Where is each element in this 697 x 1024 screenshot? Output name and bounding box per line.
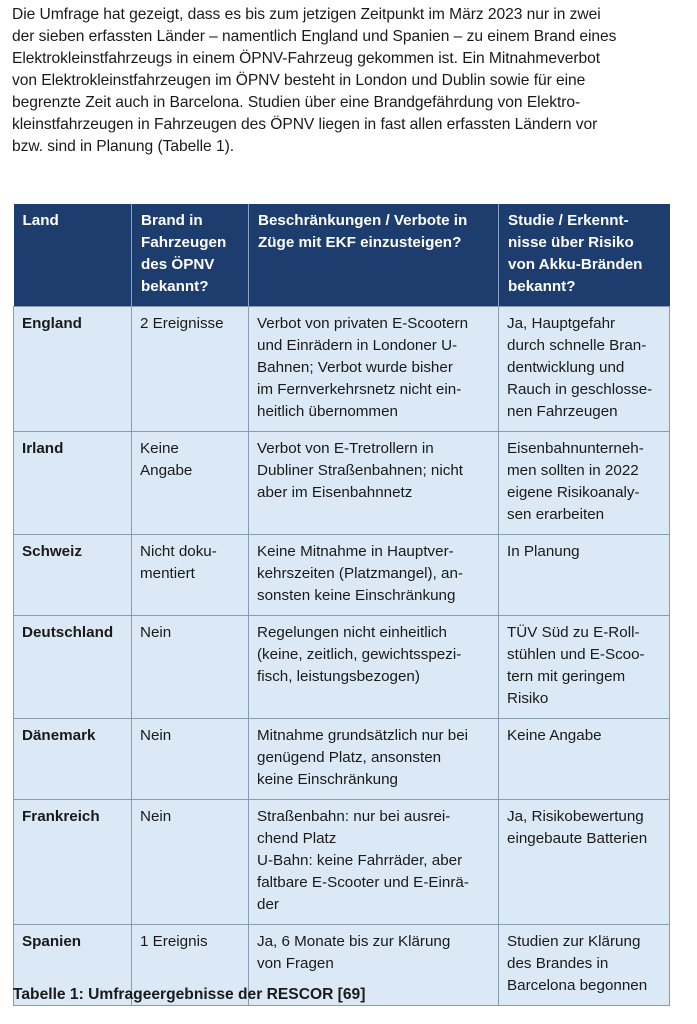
cell-studie [499, 925, 670, 1006]
header-beschraenkungen [249, 204, 499, 307]
cell-text: tern mit geringem [507, 668, 626, 685]
cell-beschraenkungen [249, 432, 499, 535]
cell-text: 2 Ereignisse [140, 315, 224, 332]
cell-text: Keine Mitnahme in Hauptver- [257, 543, 454, 560]
cell-text: Keine Angabe [507, 727, 602, 744]
cell-land [14, 719, 132, 800]
intro-line: von Elektrokleinstfahrzeugen im ÖPNV besteht in London und Dublin sowie für eine [12, 72, 586, 89]
cell-text: Ja, Hauptgefahr [507, 315, 616, 332]
cell-text: genügend Platz, ansonsten [257, 749, 442, 766]
header-text: bekannt? [508, 278, 576, 295]
cell-text: Straßenbahn: nur bei ausrei- [257, 808, 451, 825]
table-row [14, 535, 670, 616]
cell-text: Studien zur Klärung [507, 933, 641, 950]
header-text: von Akku-Bränden [508, 256, 643, 273]
survey-results-table [13, 204, 670, 1006]
header-text: Studie / Erkennt- [508, 212, 629, 229]
cell-text: Deutschland [22, 624, 114, 641]
table-row [14, 800, 670, 925]
cell-text: Ja, 6 Monate bis zur Klärung [257, 933, 451, 950]
cell-text: Schweiz [22, 543, 82, 560]
cell-brand [132, 535, 249, 616]
header-text: nisse über Risiko [508, 234, 634, 251]
cell-beschraenkungen [249, 616, 499, 719]
cell-beschraenkungen [249, 307, 499, 432]
cell-land [14, 432, 132, 535]
cell-text: Frankreich [22, 808, 100, 825]
cell-text: von Fragen [257, 955, 334, 972]
cell-text: stühlen und E-Scoo- [507, 646, 645, 663]
cell-text: England [22, 315, 82, 332]
table-row [14, 719, 670, 800]
header-text: Züge mit EKF einzusteigen? [258, 234, 462, 251]
cell-text: U-Bahn: keine Fahrräder, aber [257, 852, 463, 869]
cell-text: heitlich übernommen [257, 403, 398, 420]
cell-text: Ja, Risikobewertung [507, 808, 644, 825]
cell-text: und Einrädern in Londoner U- [257, 337, 458, 354]
cell-text: durch schnelle Bran- [507, 337, 647, 354]
cell-text: Bahnen; Verbot wurde bisher [257, 359, 453, 376]
cell-text: TÜV Süd zu E-Roll- [507, 624, 640, 641]
cell-text: faltbare E-Scooter und E-Einrä- [257, 874, 469, 891]
cell-beschraenkungen [249, 800, 499, 925]
cell-text: Barcelona begonnen [507, 977, 648, 994]
cell-brand [132, 616, 249, 719]
cell-text: sonsten keine Einschränkung [257, 587, 456, 604]
cell-text: Keine [140, 440, 179, 457]
cell-text: im Fernverkehrsnetz nicht ein- [257, 381, 462, 398]
intro-line: der sieben erfassten Länder – namentlich England und Spanien – zu einem Brand eines [12, 28, 617, 45]
cell-text: des Brandes in [507, 955, 609, 972]
cell-text: dentwicklung und [507, 359, 625, 376]
table-row [14, 307, 670, 432]
cell-text: Nein [140, 808, 172, 825]
cell-text: eingebaute Batterien [507, 830, 648, 847]
header-land [14, 204, 132, 307]
cell-studie [499, 535, 670, 616]
table-row [14, 616, 670, 719]
cell-text: kehrszeiten (Platzmangel), an- [257, 565, 463, 582]
cell-text: nen Fahrzeugen [507, 403, 618, 420]
header-studie [499, 204, 670, 307]
cell-text: men sollten in 2022 [507, 462, 639, 479]
cell-text: Dänemark [22, 727, 96, 744]
cell-studie [499, 800, 670, 925]
intro-line: kleinstfahrzeugen in Fahrzeugen des ÖPNV liegen in fast allen erfassten Ländern vor [12, 116, 598, 133]
cell-beschraenkungen [249, 719, 499, 800]
cell-land [14, 535, 132, 616]
cell-text: Risiko [507, 690, 549, 707]
header-text: Land [22, 212, 59, 229]
cell-text: Rauch in geschlosse- [507, 381, 653, 398]
header-text: Fahrzeugen [141, 234, 227, 251]
intro-line: Elektrokleinstfahrzeugs in einem ÖPNV-Fahrzeug gekommen ist. Ein Mitnahmeverbot [12, 50, 601, 67]
header-brand [132, 204, 249, 307]
cell-text: aber im Eisenbahnnetz [257, 484, 413, 501]
cell-studie [499, 719, 670, 800]
cell-text: (keine, zeitlich, gewichtsspezi- [257, 646, 462, 663]
cell-brand [132, 307, 249, 432]
cell-text: keine Einschränkung [257, 771, 398, 788]
cell-studie [499, 307, 670, 432]
cell-studie [499, 616, 670, 719]
table-header-row [14, 204, 670, 307]
cell-text: Irland [22, 440, 64, 457]
cell-text: Nicht doku- [140, 543, 217, 560]
header-text: des ÖPNV [141, 256, 215, 273]
intro-line: bzw. sind in Planung (Tabelle 1). [12, 138, 234, 155]
cell-land [14, 800, 132, 925]
cell-text: mentiert [140, 565, 195, 582]
intro-line: begrenzte Zeit auch in Barcelona. Studien über eine Brandgefährdung von Elektro- [12, 94, 581, 111]
cell-text: Regelungen nicht einheitlich [257, 624, 447, 641]
header-text: bekannt? [141, 278, 209, 295]
cell-text: sen erarbeiten [507, 506, 605, 523]
cell-land [14, 616, 132, 719]
cell-text: chend Platz [257, 830, 337, 847]
cell-text: In Planung [507, 543, 580, 560]
intro-paragraph [12, 4, 684, 158]
cell-text: der [257, 896, 279, 913]
cell-text: Angabe [140, 462, 193, 479]
cell-brand [132, 432, 249, 535]
table-row [14, 432, 670, 535]
header-text: Brand in [141, 212, 203, 229]
cell-brand [132, 719, 249, 800]
cell-text: Dubliner Straßenbahnen; nicht [257, 462, 464, 479]
intro-line: Die Umfrage hat gezeigt, dass es bis zum jetzigen Zeitpunkt im März 2023 nur in zwei [12, 6, 601, 23]
cell-text: 1 Ereignis [140, 933, 208, 950]
cell-text: Verbot von E-Tretrollern in [257, 440, 434, 457]
cell-text: Verbot von privaten E-Scootern [257, 315, 469, 332]
header-text: Beschränkungen / Verbote in [258, 212, 468, 229]
cell-studie [499, 432, 670, 535]
table-caption: Tabelle 1: Umfrageergebnisse der RESCOR [69] [13, 986, 366, 1003]
cell-brand [132, 800, 249, 925]
cell-text: Mitnahme grundsätzlich nur bei [257, 727, 469, 744]
cell-text: Nein [140, 624, 172, 641]
cell-text: fisch, leistungsbezogen) [257, 668, 420, 685]
cell-beschraenkungen [249, 535, 499, 616]
cell-text: Eisenbahnunterneh- [507, 440, 644, 457]
cell-text: eigene Risikoanaly- [507, 484, 640, 501]
cell-text: Spanien [22, 933, 82, 950]
cell-text: Nein [140, 727, 172, 744]
cell-land [14, 307, 132, 432]
